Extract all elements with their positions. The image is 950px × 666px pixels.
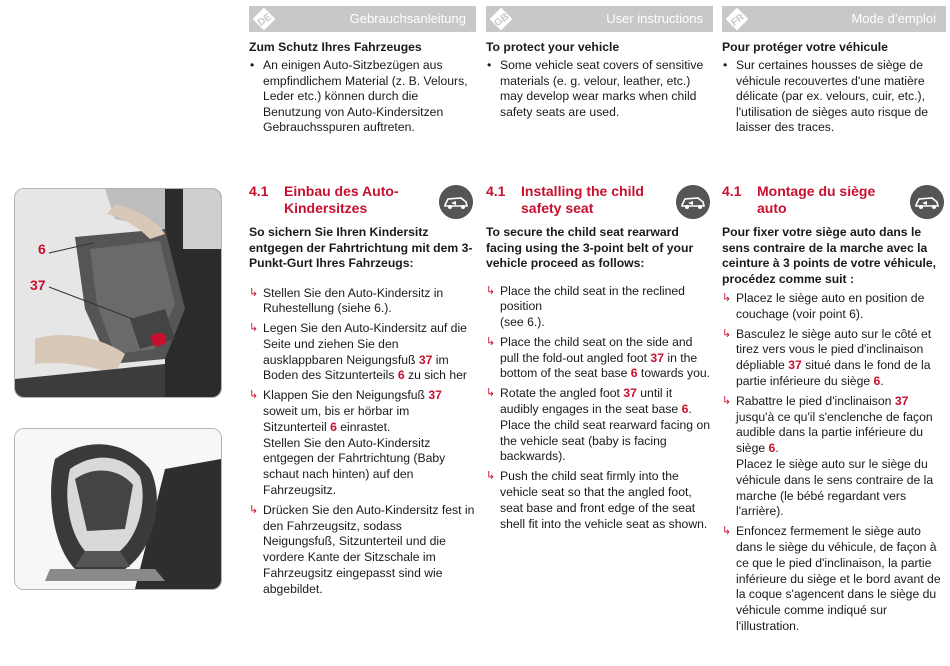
arrow-right-curved-icon: ↳ xyxy=(722,292,732,304)
protect-text: • Sur certaines housses de siège de véhicule recouvertes d'une matière délicate (par ex. velours, cuir, etc.), l'utilisation de sièges auto risque de laisser des traces. xyxy=(722,58,946,136)
header-title: User instructions xyxy=(606,11,703,26)
instruction-step: ↳ Enfoncez fermement le siège auto dans le siège du véhicule, de façon à ce que le pied d'inclinaison, la partie inférieure du siège et le bord avant de la coque s'agencent dans le siège du véhicule comme indiqué sur l'illustration. xyxy=(722,524,941,633)
language-badge-de xyxy=(251,6,277,32)
instruction-step: ↳ Place the child seat in the reclined position (see 6.). xyxy=(486,283,685,330)
installation-photo-top xyxy=(14,188,222,398)
rear-facing-car-seat-icon xyxy=(910,185,944,219)
language-badge-fr xyxy=(724,6,750,32)
instruction-step: ↳ Stellen Sie den Auto-Kindersitz in Ruhestellung (siehe 6.). xyxy=(249,285,444,316)
language-header-gb xyxy=(486,6,713,32)
callout-37: 37 xyxy=(30,277,46,293)
part-reference-number: 37 xyxy=(788,358,802,373)
protect-title: Zum Schutz Ihres Fahrzeuges xyxy=(249,40,422,54)
part-reference-number: 6 xyxy=(873,373,881,388)
rear-facing-car-seat-icon xyxy=(439,185,473,219)
instruction-step: ↳ Place the child seat on the side and pull the fold-out angled foot 37 in the bottom of the seat base 6 towards you. xyxy=(486,334,711,381)
protect-title: To protect your vehicle xyxy=(486,40,620,54)
section-fr xyxy=(722,183,946,635)
part-reference-number: 6 xyxy=(330,419,337,434)
language-header-fr xyxy=(722,6,946,32)
rear-facing-car-seat-icon xyxy=(676,185,710,219)
arrow-right-curved-icon: ↳ xyxy=(722,394,732,407)
instruction-step: ↳ Klappen Sie den Neigungsfuß 37 soweit um, bis er hörbar im Sitzunterteil 6 einrastet. Stellen Sie den Auto-Kindersitz entgegen der Fahrtrichtung (Baby schaut nach hinten) auf den Fahrzeugsitz. xyxy=(249,388,446,498)
instruction-step: ↳ Legen Sie den Auto-Kindersitz auf die Seite und ziehen Sie den ausklappbaren Neigungsfuß 37 im Boden des Sitzunterteils 6 zu sich her xyxy=(249,321,467,383)
language-header-de xyxy=(249,6,476,32)
arrow-right-curved-icon: ↳ xyxy=(486,387,496,400)
section-lead: So sichern Sie Ihren Kindersitz entgegen der Fahrtrichtung mit dem 3-Punkt-Gurt Ihres Fahrzeugs: xyxy=(249,225,473,270)
section-lead: To secure the child seat rearward facing using the 3-point belt of your vehicle proceed as follows: xyxy=(486,225,694,270)
arrow-right-curved-icon: ↳ xyxy=(249,389,259,402)
part-reference-number: 6 xyxy=(681,402,689,417)
arrow-right-curved-icon: ↳ xyxy=(249,503,259,516)
protect-text: • An einigen Auto-Sitzbezügen aus empfindlichem Material (z. B. Velours, Leder etc.) können durch die Benutzung von Auto-Kindersitzen Gebrauchsspuren auftreten. xyxy=(249,58,476,136)
section-heading xyxy=(722,183,946,223)
section-title: Installing the child safety seat xyxy=(521,183,644,216)
instruction-step: ↳ Rabattre le pied d'inclinaison 37 jusqu'à ce qu'il s'enclenche de façon audible dans la partie inférieure du siège 6. Placez le siège auto sur le siège du véhicule dans le sens contraire de la marche (le bébé regardant vers l'arrière). xyxy=(722,393,934,519)
protect-text: • Some vehicle seat covers of sensitive materials (e. g. velour, leather, etc.) may develop wear marks when child safety seats are used. xyxy=(486,58,713,120)
instruction-step: ↳ Drücken Sie den Auto-Kindersitz fest in den Fahrzeugsitz, sodass Neigungsfuß, Sitzunterteil und die vordere Kante der Sitzschale im Fahrzeugsitz eingepasst sind wie abgebildet. xyxy=(249,502,475,596)
column-de xyxy=(249,6,476,136)
arrow-right-curved-icon: ↳ xyxy=(249,322,259,335)
section-heading xyxy=(486,183,713,223)
section-lead: Pour fixer votre siège auto dans le sens contraire de la marche avec la ceinture à 3 points de votre véhicule, procédez comme suit : xyxy=(722,225,937,286)
part-reference-number: 37 xyxy=(418,352,433,367)
part-reference-number: 6 xyxy=(397,368,405,383)
language-code: FR xyxy=(729,11,747,29)
header-title: Mode d’emploi xyxy=(851,11,936,26)
protect-title: Pour protéger votre véhicule xyxy=(722,40,888,54)
section-number: 4.1 xyxy=(249,183,269,199)
part-reference-number: 37 xyxy=(894,393,909,408)
step-list xyxy=(249,286,476,598)
arrow-right-curved-icon: ↳ xyxy=(722,327,732,340)
instruction-step: ↳ Rotate the angled foot 37 until it audibly engages in the seat base 6. Place the child seat rearward facing on the vehicle seat (baby is facing backwards). xyxy=(486,386,711,464)
part-reference-number: 6 xyxy=(768,441,776,456)
instruction-step: ↳ Placez le siège auto en position de couchage (voir point 6). xyxy=(722,291,925,321)
section-number: 4.1 xyxy=(486,183,506,199)
installed-seat-photo xyxy=(14,428,222,590)
section-title: Einbau des Auto-Kindersitzes xyxy=(284,183,399,216)
part-reference-number: 6 xyxy=(630,366,638,381)
step-list xyxy=(486,284,713,533)
part-reference-number: 37 xyxy=(623,386,637,401)
arrow-right-curved-icon: ↳ xyxy=(486,335,496,348)
step-list xyxy=(722,291,946,635)
section-number: 4.1 xyxy=(722,183,742,199)
arrow-right-curved-icon: ↳ xyxy=(486,284,496,297)
instruction-step: ↳ Push the child seat firmly into the vehicle seat so that the angled foot, seat base and front edge of the seat shell fit into the vehicle seat as shown. xyxy=(486,469,708,531)
header-title: Gebrauchsanleitung xyxy=(349,11,466,26)
callout-6: 6 xyxy=(38,241,46,257)
section-title: Montage du siège auto xyxy=(757,183,876,216)
arrow-right-curved-icon: ↳ xyxy=(722,525,732,538)
column-fr xyxy=(722,6,946,136)
part-reference-number: 37 xyxy=(650,350,664,365)
part-reference-number: 37 xyxy=(428,388,442,403)
instruction-step: ↳ Basculez le siège auto sur le côté et tirez vers vous le pied d'inclinaison dépliable 37 situé dans le fond de la partie inférieure du siège 6. xyxy=(722,326,932,388)
section-de xyxy=(249,183,476,598)
language-badge-gb xyxy=(488,6,514,32)
arrow-right-curved-icon: ↳ xyxy=(249,286,259,299)
section-heading xyxy=(249,183,476,223)
language-code: DE xyxy=(256,11,274,29)
installed-seat-photo-drawing xyxy=(15,429,221,589)
language-code: GB xyxy=(492,11,512,30)
section-gb xyxy=(486,183,713,532)
installation-photo-top-drawing xyxy=(15,189,221,397)
column-gb xyxy=(486,6,713,120)
arrow-right-curved-icon: ↳ xyxy=(486,470,496,483)
